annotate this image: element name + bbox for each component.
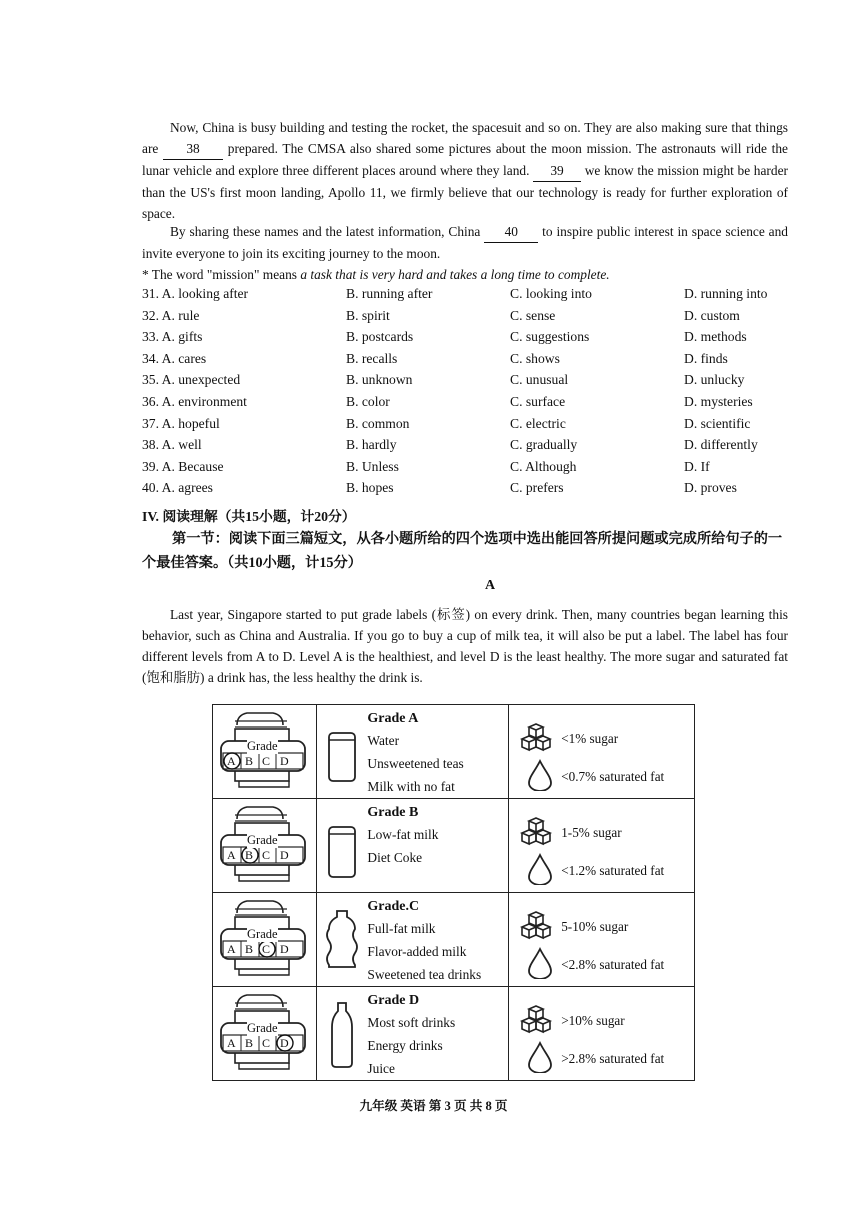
option-b: B. spirit: [346, 307, 390, 323]
passage-letter: A: [484, 578, 496, 593]
grade-letter: C: [262, 848, 271, 862]
drink-type: Juice: [367, 1061, 395, 1076]
grade-label-cell: [213, 705, 317, 799]
option-d: D. If: [684, 458, 710, 474]
cloze-paragraph-1: [142, 117, 788, 224]
grade-title: Grade D: [367, 993, 420, 1008]
fat-drop-icon: [527, 947, 553, 979]
option-c: C. looking into: [510, 286, 592, 301]
option-a: 35. A. unexpected: [142, 372, 241, 388]
grade-title: Grade B: [367, 805, 419, 820]
grade-label-word: Grade: [247, 739, 278, 753]
option-a: 39. A. Because: [142, 458, 224, 474]
blank-38: 38: [163, 138, 223, 160]
option-d: D. finds: [684, 350, 728, 366]
option-row: [142, 351, 788, 373]
grade-label-word: Grade: [247, 1021, 278, 1035]
drink-type: Full-fat milk: [367, 921, 436, 936]
grade-letter: A: [227, 754, 236, 768]
option-c: C. gradually: [510, 437, 578, 453]
passage-a: Last year, Singapore started to put grade labels (标签) on every drink. Then, many countries began learning this behavior, such as China and Australia. If you go to buy a cup of milk tea, it will also be put a label. The label has four different levels from A to D. Level A is the healthiest, and level D is the least healthy. The more sugar and saturated fat (饱和脂肪) a drink has, the less healthy the drink is.: [142, 607, 788, 685]
grade-letter: A: [227, 1036, 236, 1050]
drink-type: Low-fat milk: [367, 827, 439, 842]
saturated-fat-level: <0.7% saturated fat: [561, 769, 665, 784]
bottle-icon: [325, 727, 361, 791]
text-run: prepared. The CMSA also shared some pictures about the moon mission. The astronauts will ride the lunar vehicle and explore three different places around where they land.: [142, 141, 788, 178]
grade-row: [213, 799, 695, 893]
option-c: C. prefers: [510, 480, 564, 496]
bottle-icon: [325, 907, 361, 981]
option-row: [142, 329, 788, 351]
section-title: IV. 阅读理解（共15小题，计20分）: [142, 509, 356, 524]
option-b: B. Unless: [346, 458, 399, 474]
section-instruction: 第一节：阅读下面三篇短文，从各小题所给的四个选项中选出能回答所提问题或完成所给句子的一个最佳答案。（共10小题，计15分）: [142, 531, 783, 571]
text-run: Now, China is busy building and testing the rocket, the spacesuit and so on. They are also making sure that things are: [142, 120, 788, 156]
grade-nutrition-cell: [509, 705, 695, 799]
saturated-fat-level: <2.8% saturated fat: [561, 957, 665, 972]
option-d: D. mysteries: [684, 393, 753, 409]
option-c: C. suggestions: [510, 329, 590, 345]
option-b: B. unknown: [346, 372, 413, 388]
option-c: C. Although: [510, 458, 577, 474]
option-a: 40. A. agrees: [142, 480, 213, 496]
option-row: [142, 480, 788, 502]
option-b: B. common: [346, 415, 410, 431]
mission-note: [142, 264, 788, 285]
options-list: [142, 286, 788, 502]
text-run: to inspire public interest in space science and invite everyone to join its exciting journey to the moon.: [142, 224, 788, 261]
grade-nutrition-cell: [509, 893, 695, 987]
grade-letter: B: [245, 848, 254, 862]
sugar-level: <1% sugar: [561, 731, 619, 746]
grade-drinks-cell: [317, 799, 509, 893]
option-a: 37. A. hopeful: [142, 415, 220, 431]
drink-type: Most soft drinks: [367, 1015, 456, 1030]
grade-letter: A: [227, 942, 236, 956]
option-row: [142, 372, 788, 394]
saturated-fat-level: >2.8% saturated fat: [561, 1051, 665, 1066]
bottle-icon: [325, 1001, 361, 1077]
grade-letter: C: [262, 1036, 271, 1050]
option-a: 32. A. rule: [142, 307, 200, 323]
grade-row: [213, 893, 695, 987]
text-run: By sharing these names and the latest information, China: [170, 224, 485, 239]
grade-nutrition-cell: [509, 799, 695, 893]
bottle-icon: [325, 821, 361, 887]
grade-letter: D: [280, 942, 289, 956]
sugar-cubes-icon: [519, 1005, 555, 1037]
cloze-paragraph-2: [142, 221, 788, 264]
grade-letter: C: [262, 942, 271, 956]
sugar-level: 1-5% sugar: [561, 825, 622, 840]
option-b: B. color: [346, 393, 390, 409]
option-a: 36. A. environment: [142, 393, 247, 409]
fat-drop-icon: [527, 853, 553, 885]
option-b: B. postcards: [346, 329, 414, 345]
option-a: 31. A. looking after: [142, 286, 249, 301]
option-row: [142, 394, 788, 416]
grade-letter: C: [262, 754, 271, 768]
grade-label-cell: [213, 893, 317, 987]
grade-drinks-cell: [317, 893, 509, 987]
grade-letter: D: [280, 1036, 289, 1050]
drink-type: Diet Coke: [367, 850, 423, 865]
option-d: D. proves: [684, 480, 737, 496]
option-c: C. electric: [510, 415, 566, 431]
option-c: C. shows: [510, 350, 560, 366]
grade-row: [213, 705, 695, 799]
note-definition: a task that is very hard and takes a long time to complete.: [300, 267, 610, 282]
option-d: D. unlucky: [684, 372, 745, 388]
grade-table: [212, 704, 695, 1081]
grade-letter: D: [280, 848, 289, 862]
option-b: B. recalls: [346, 350, 398, 366]
sugar-cubes-icon: [519, 723, 555, 755]
grade-letter: D: [280, 754, 289, 768]
grade-title: Grade.C: [367, 899, 420, 914]
note-prefix: * The word "mission" means: [142, 267, 301, 282]
grade-letter: B: [245, 754, 254, 768]
saturated-fat-level: <1.2% saturated fat: [561, 863, 665, 878]
option-d: D. scientific: [684, 415, 751, 431]
fat-drop-icon: [527, 1041, 553, 1073]
grade-label-word: Grade: [247, 927, 278, 941]
grade-letter: B: [245, 942, 254, 956]
grade-title: Grade A: [367, 711, 419, 726]
drink-type: Water: [367, 733, 400, 748]
grade-letter: B: [245, 1036, 254, 1050]
option-b: B. running after: [346, 286, 433, 301]
grade-row: [213, 987, 695, 1081]
grade-letter: A: [227, 848, 236, 862]
option-d: D. running into: [684, 286, 768, 301]
sugar-cubes-icon: [519, 817, 555, 849]
option-row: [142, 459, 788, 481]
option-b: B. hopes: [346, 480, 394, 496]
option-c: C. unusual: [510, 372, 569, 388]
option-a: 38. A. well: [142, 437, 202, 453]
grade-drinks-cell: [317, 987, 509, 1081]
option-row: [142, 286, 788, 308]
option-row: [142, 437, 788, 459]
option-d: D. custom: [684, 307, 740, 323]
option-row: [142, 308, 788, 330]
grade-nutrition-cell: [509, 987, 695, 1081]
grade-label-cell: [213, 799, 317, 893]
option-d: D. methods: [684, 329, 747, 345]
drink-type: Unsweetened teas: [367, 756, 464, 771]
option-b: B. hardly: [346, 437, 397, 453]
option-row: [142, 416, 788, 438]
option-c: C. surface: [510, 393, 566, 409]
option-d: D. differently: [684, 437, 758, 453]
sugar-level: >10% sugar: [561, 1013, 625, 1028]
grade-drinks-cell: [317, 705, 509, 799]
drink-type: Flavor-added milk: [367, 944, 467, 959]
drink-type: Energy drinks: [367, 1038, 443, 1053]
fat-drop-icon: [527, 759, 553, 791]
option-a: 34. A. cares: [142, 350, 207, 366]
option-a: 33. A. gifts: [142, 329, 203, 345]
grade-label-word: Grade: [247, 833, 278, 847]
blank-40: 40: [484, 221, 538, 243]
grade-label-cell: [213, 987, 317, 1081]
sugar-cubes-icon: [519, 911, 555, 943]
sugar-level: 5-10% sugar: [561, 919, 629, 934]
blank-39: 39: [533, 160, 581, 182]
drink-type: Sweetened tea drinks: [367, 967, 482, 982]
page-footer: 九年级 英语 第 3 页 共 8 页: [359, 1099, 508, 1113]
option-c: C. sense: [510, 307, 556, 323]
text-run: we know the mission might be harder than the US's first moon landing, Apollo 11, we firmly believe that our technology is ready for further exploration of space.: [142, 163, 788, 221]
drink-type: Milk with no fat: [367, 779, 455, 794]
